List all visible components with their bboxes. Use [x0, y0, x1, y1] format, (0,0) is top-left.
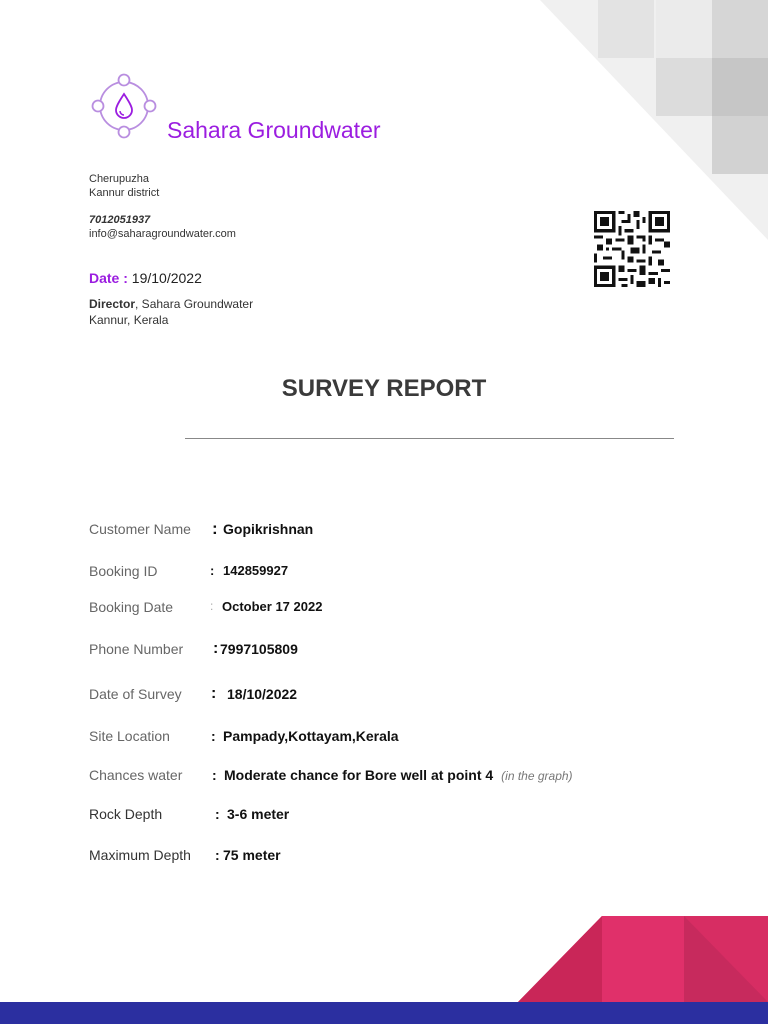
- corner-decoration-bottom: [518, 916, 768, 1002]
- director-location: Kannur, Kerala: [89, 313, 169, 327]
- field-label: Booking Date: [89, 599, 174, 615]
- field-label: Rock Depth: [89, 806, 163, 822]
- company-address: [89, 172, 159, 200]
- director-title: Director: [89, 297, 136, 311]
- field-colon: :: [211, 728, 216, 744]
- company-email: info@saharagroundwater.com: [89, 228, 236, 240]
- field-value: 7997105809: [220, 641, 298, 657]
- field-label: Customer Name: [89, 521, 191, 537]
- company-contact: [89, 213, 236, 241]
- field-colon: :: [213, 640, 219, 657]
- document-date: [89, 270, 202, 286]
- field-value-group: [224, 767, 573, 783]
- company-phone: 7012051937: [89, 214, 151, 226]
- field-value: Gopikrishnan: [223, 521, 314, 537]
- company-name: Sahara Groundwater: [167, 117, 381, 143]
- field-colon: :: [212, 767, 217, 783]
- field-label: Phone Number: [89, 641, 184, 657]
- director-block: [89, 296, 253, 328]
- field-colon: :: [215, 847, 220, 863]
- title-divider: [185, 438, 674, 439]
- field-colon: :: [210, 563, 215, 578]
- field-value: Pampady,Kottayam,Kerala: [223, 728, 399, 744]
- director-org: , Sahara Groundwater: [135, 297, 254, 311]
- logo-icon: [90, 72, 158, 140]
- field-colon: :: [215, 806, 220, 822]
- field-label: Date of Survey: [89, 686, 182, 702]
- field-value: 142859927: [223, 563, 289, 578]
- field-label: Booking ID: [89, 563, 158, 579]
- field-note: (in the graph): [501, 769, 573, 783]
- date-value: 19/10/2022: [131, 270, 202, 286]
- field-label: Chances water: [89, 767, 183, 783]
- field-colon: :: [211, 685, 217, 702]
- qr-code-icon: [594, 211, 670, 287]
- field-value: 18/10/2022: [227, 686, 298, 702]
- field-colon: :: [212, 519, 218, 538]
- address-line: Kannur district: [89, 187, 160, 199]
- field-value: October 17 2022: [222, 599, 323, 614]
- field-value: 3-6 meter: [227, 806, 290, 822]
- footer-bar: [0, 1002, 768, 1024]
- corner-decoration-top: [540, 0, 768, 240]
- address-line: Cherupuzha: [89, 173, 149, 185]
- field-colon: :: [210, 599, 214, 613]
- field-value: 75 meter: [223, 847, 281, 863]
- field-label: Site Location: [89, 728, 170, 744]
- date-label: Date :: [89, 270, 128, 286]
- field-value: Moderate chance for Bore well at point 4: [224, 767, 494, 783]
- report-title: SURVEY REPORT: [281, 375, 487, 402]
- field-label: Maximum Depth: [89, 847, 191, 863]
